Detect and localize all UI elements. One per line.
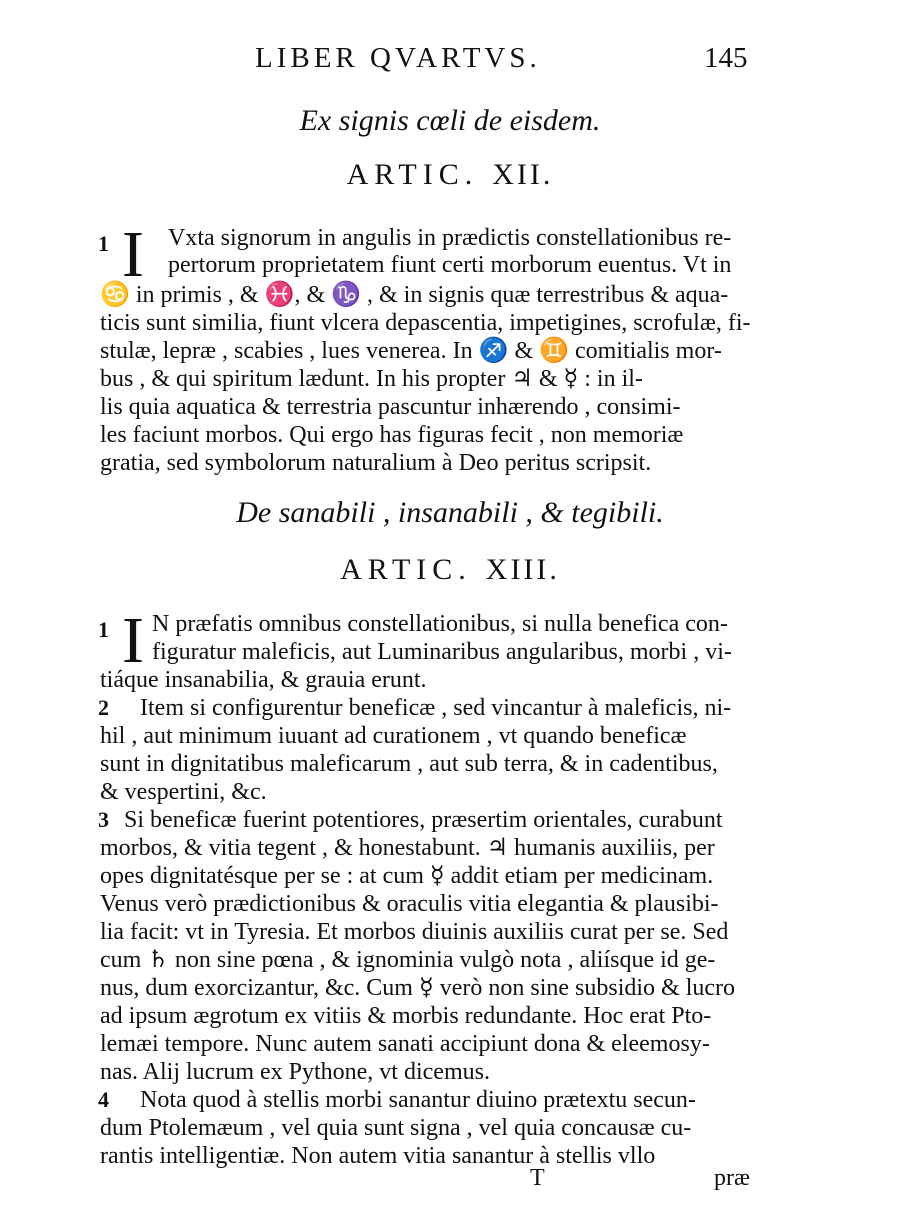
text-line: Nota quod à stellis morbi sanantur diuino prætextu secun- — [140, 1087, 696, 1113]
text-line: nus, dum exorcizantur, &c. Cum ☿ verò non sine subsidio & lucro — [100, 975, 736, 1001]
text-line: hil , aut minimum iuuant ad curationem , vt quando beneficæ — [100, 723, 687, 749]
text-line: sunt in dignitatibus maleficarum , aut sub terra, & in cadentibus, — [100, 751, 718, 777]
paragraph-number: 1 — [98, 617, 109, 642]
running-title: LIBER QVARTVS. — [255, 42, 541, 74]
text-line: nas. Alij lucrum ex Pythone, vt dicemus. — [100, 1059, 490, 1085]
text-line: tiáque insanabilia, & grauia erunt. — [100, 667, 427, 693]
paragraph-number: 1 — [98, 231, 109, 256]
paragraph-number: 2 — [98, 695, 109, 720]
running-head — [0, 42, 900, 82]
drop-cap: I — [122, 218, 144, 291]
text-line: morbos, & vitia tegent , & honestabunt. ♃ humanis auxiliis, per — [100, 835, 715, 861]
text-line: lemæi tempore. Nunc autem sanati accipiunt dona & eleemosy- — [100, 1031, 710, 1057]
text-line: dum Ptolemæum , vel quia sunt signa , vel quia concausæ cu- — [100, 1115, 692, 1141]
drop-cap: I — [122, 604, 144, 677]
section-title-art12: Ex signis cœli de eisdem. — [299, 104, 601, 137]
text-line: gratia, sed symbolorum naturalium à Deo peritus scripsit. — [100, 450, 652, 476]
text-line: Si beneficæ fuerint potentiores, præsertim orientales, curabunt — [124, 807, 723, 833]
text-line: lis quia aquatica & terrestria pascuntur inhærendo , consimi- — [100, 394, 681, 420]
section-title-art13: De sanabili , insanabili , & tegibili. — [236, 496, 664, 529]
text-line: lia facit: vt in Tyresia. Et morbos diuinis auxiliis curat per se. Sed — [100, 919, 729, 945]
text-line: & vespertini, &c. — [100, 779, 267, 805]
text-line: rantis intelligentiæ. Non autem vitia sanantur à stellis vllo — [100, 1143, 656, 1169]
text-line: stulæ, lepræ , scabies , lues venerea. In ♐ & ♊ comitialis mor- — [100, 338, 722, 364]
text-line: N præfatis omnibus constellationibus, si nulla benefica con- — [152, 611, 728, 637]
paragraph-number: 3 — [98, 807, 109, 832]
text-line: opes dignitatésque per se : at cum ☿ addit etiam per medicinam. — [100, 863, 714, 889]
signature-mark: T — [530, 1165, 545, 1191]
text-line: figuratur maleficis, aut Luminaribus angularibus, morbi , vi- — [152, 639, 732, 665]
text-line: ad ipsum ægrotum ex vitiis & morbis redundante. Hoc erat Pto- — [100, 1003, 712, 1029]
artic-label: ARTIC. — [346, 158, 479, 191]
text-line: cum ♄ non sine pœna , & ignominia vulgò nota , aliísque id ge- — [100, 947, 716, 973]
artic-heading-art13 — [0, 553, 900, 587]
text-line: Item si configurentur beneficæ , sed vincantur à maleficis, ni- — [140, 695, 732, 721]
catchword: præ — [714, 1165, 750, 1191]
paragraph-number: 4 — [98, 1087, 109, 1112]
text-line: Venus verò prædictionibus & oraculis vitia elegantia & plausibi- — [100, 891, 719, 917]
artic-label: ARTIC. — [340, 553, 472, 586]
text-line: bus , & qui spiritum lædunt. In his propter ♃ & ☿ : in il- — [100, 366, 643, 392]
artic-heading-art12 — [0, 158, 900, 192]
artic-number: XII. — [492, 158, 554, 191]
text-line: les faciunt morbos. Qui ergo has figuras fecit , non memoriæ — [100, 422, 684, 448]
artic-number: XIII. — [485, 553, 560, 586]
page-number: 145 — [704, 42, 748, 74]
text-line: ticis sunt similia, fiunt vlcera depascentia, impetigines, scrofulæ, fi- — [100, 310, 751, 336]
text-line: ♋ in primis , & ♓, & ♑ , & in signis quæ terrestribus & aqua- — [100, 282, 729, 308]
text-line: Vxta signorum in angulis in prædictis constellationibus re- — [168, 225, 732, 251]
text-line: pertorum proprietatem fiunt certi morborum euentus. Vt in — [168, 252, 732, 278]
